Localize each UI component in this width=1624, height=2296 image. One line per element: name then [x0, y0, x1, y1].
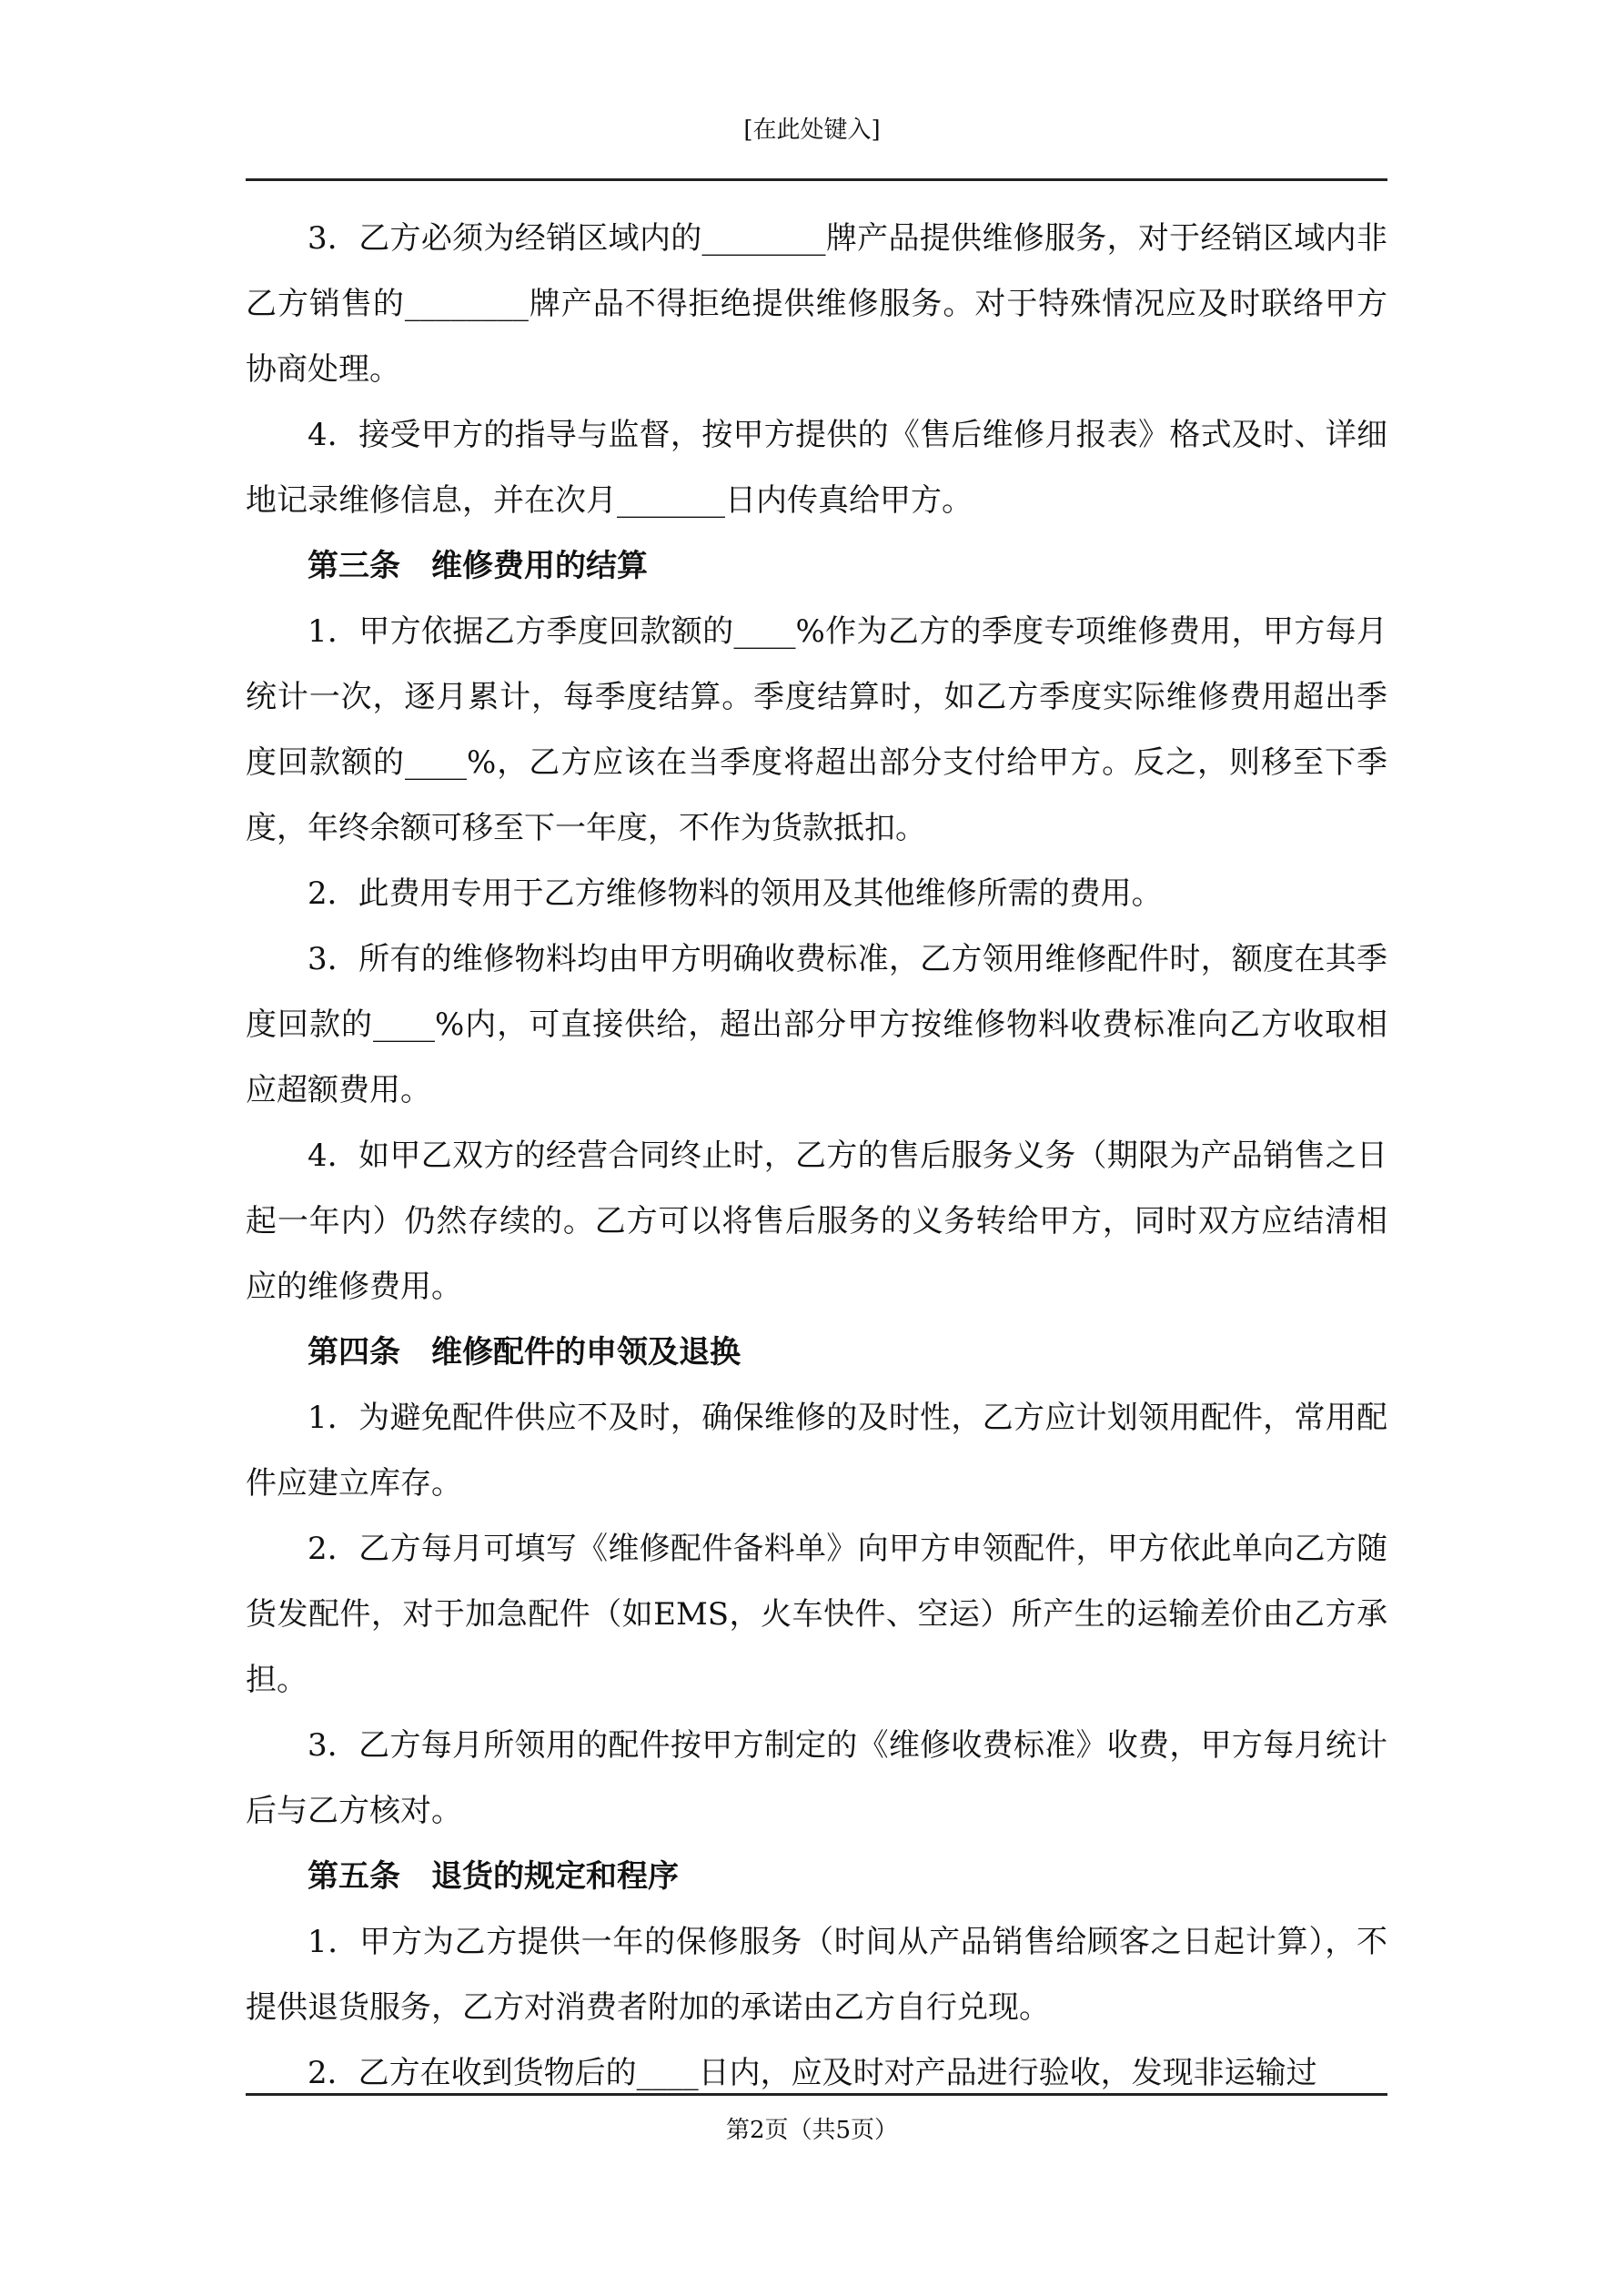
clause-4-item-1: 1．为避免配件供应不及时，确保维修的及时性，乙方应计划领用配件，常用配件应建立库存。	[246, 1400, 1387, 1502]
section-heading-3: 第三条 维修费用的结算	[308, 548, 648, 584]
section-heading-5: 第五条 退货的规定和程序	[308, 1858, 679, 1895]
header-rule	[246, 178, 1387, 181]
clause-3-item-3: 3．所有的维修物料均由甲方明确收费标准，乙方领用维修配件时，额度在其季度回款的____%内，可直接供给，超出部分甲方按维修物料收费标准向乙方收取相应超额费用。	[246, 941, 1387, 1108]
clause-2-item-3: 3．乙方必须为经销区域内的________牌产品提供维修服务，对于经销区域内非乙方销售的________牌产品不得拒绝提供维修服务。对于特殊情况应及时联络甲方协商处理。	[246, 220, 1387, 388]
clause-4-item-2: 2．乙方每月可填写《维修配件备料单》向甲方申领配件，甲方依此单向乙方随货发配件，对于加急配件（如EMS，火车快件、空运）所产生的运输差价由乙方承担。	[246, 1531, 1387, 1698]
clause-2-item-4: 4．接受甲方的指导与监督，按甲方提供的《售后维修月报表》格式及时、详细地记录维修信息，并在次月_______日内传真给甲方。	[246, 417, 1387, 519]
clause-3-item-1: 1．甲方依据乙方季度回款额的____%作为乙方的季度专项维修费用，甲方每月统计一次，逐月累计，每季度结算。季度结算时，如乙方季度实际维修费用超出季度回款额的____%，乙方应该在当季度将超出部分支付给甲方。反之，则移至下季度，年终余额可移至下一年度，不作为货款抵扣。	[246, 613, 1387, 846]
clause-3-item-2: 2．此费用专用于乙方维修物料的领用及其他维修所需的费用。	[308, 875, 1163, 912]
footer-rule	[246, 2093, 1387, 2096]
clause-5-item-1: 1．甲方为乙方提供一年的保修服务（时间从产品销售给顾客之日起计算），不提供退货服务，乙方对消费者附加的承诺由乙方自行兑现。	[246, 1924, 1387, 2026]
clause-4-item-3: 3．乙方每月所领用的配件按甲方制定的《维修收费标准》收费，甲方每月统计后与乙方核对。	[246, 1727, 1387, 1829]
section-heading-4: 第四条 维修配件的申领及退换	[308, 1334, 741, 1371]
page-footer: 第2页（共5页）	[725, 2117, 899, 2144]
clause-3-item-4: 4．如甲乙双方的经营合同终止时，乙方的售后服务义务（期限为产品销售之日起一年内）仍然存续的。乙方可以将售后服务的义务转给甲方，同时双方应结清相应的维修费用。	[246, 1138, 1387, 1305]
clause-5-item-2: 2．乙方在收到货物后的____日内，应及时对产品进行验收，发现非运输过	[308, 2055, 1317, 2091]
page-header: [在此处键入]	[743, 116, 881, 144]
document-body	[246, 206, 1387, 2106]
